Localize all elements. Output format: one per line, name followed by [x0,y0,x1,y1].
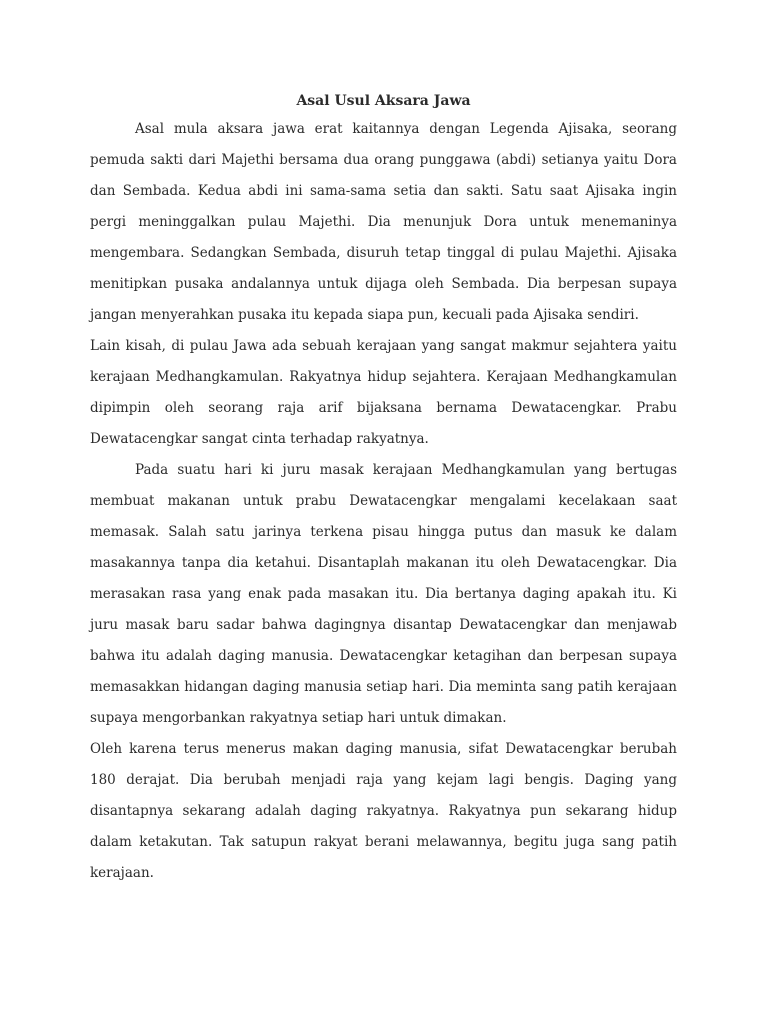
document-page [90,88,677,889]
paragraph-1: Asal mula aksara jawa erat kaitannya dengan Legenda Ajisaka, seorang pemuda sakti dari Majethi bersama dua orang punggawa (abdi) setianya yaitu Dora dan Sembada. Kedua abdi ini sama-sama setia dan sakti. Satu saat Ajisaka ingin pergi meninggalkan pulau Majethi. Dia menunjuk Dora untuk menemaninya mengembara. Sedangkan Sembada, disuruh tetap tinggal di pulau Majethi. Ajisaka menitipkan pusaka andalannya untuk dijaga oleh Sembada. Dia berpesan supaya jangan menyerahkan pusaka itu kepada siapa pun, kecuali pada Ajisaka sendiri. [90,121,677,323]
paragraph-2: Lain kisah, di pulau Jawa ada sebuah kerajaan yang sangat makmur sejahtera yaitu kerajaan Medhangkamulan. Rakyatnya hidup sejahtera. Kerajaan Medhangkamulan dipimpin oleh seorang raja arif bijaksana bernama Dewatacengkar. Prabu Dewatacengkar sangat cinta terhadap rakyatnya. [90,338,677,447]
document-title: Asal Usul Aksara Jawa [296,93,471,109]
paragraph-3: Pada suatu hari ki juru masak kerajaan Medhangkamulan yang bertugas membuat makanan untuk prabu Dewatacengkar mengalami kecelakaan saat memasak. Salah satu jarinya terkena pisau hingga putus dan masuk ke dalam masakannya tanpa dia ketahui. Disantaplah makanan itu oleh Dewatacengkar. Dia merasakan rasa yang enak pada masakan itu. Dia bertanya daging apakah itu. Ki juru masak baru sadar bahwa dagingnya disantap Dewatacengkar dan menjawab bahwa itu adalah daging manusia. Dewatacengkar ketagihan dan berpesan supaya memasakkan hidangan daging manusia setiap hari. Dia meminta sang patih kerajaan supaya mengorbankan rakyatnya setiap hari untuk dimakan. [90,462,677,726]
paragraph-4: Oleh karena terus menerus makan daging manusia, sifat Dewatacengkar berubah 180 derajat. Dia berubah menjadi raja yang kejam lagi bengis. Daging yang disantapnya sekarang adalah daging rakyatnya. Rakyatnya pun sekarang hidup dalam ketakutan. Tak satupun rakyat berani melawannya, begitu juga sang patih kerajaan. [90,741,677,881]
